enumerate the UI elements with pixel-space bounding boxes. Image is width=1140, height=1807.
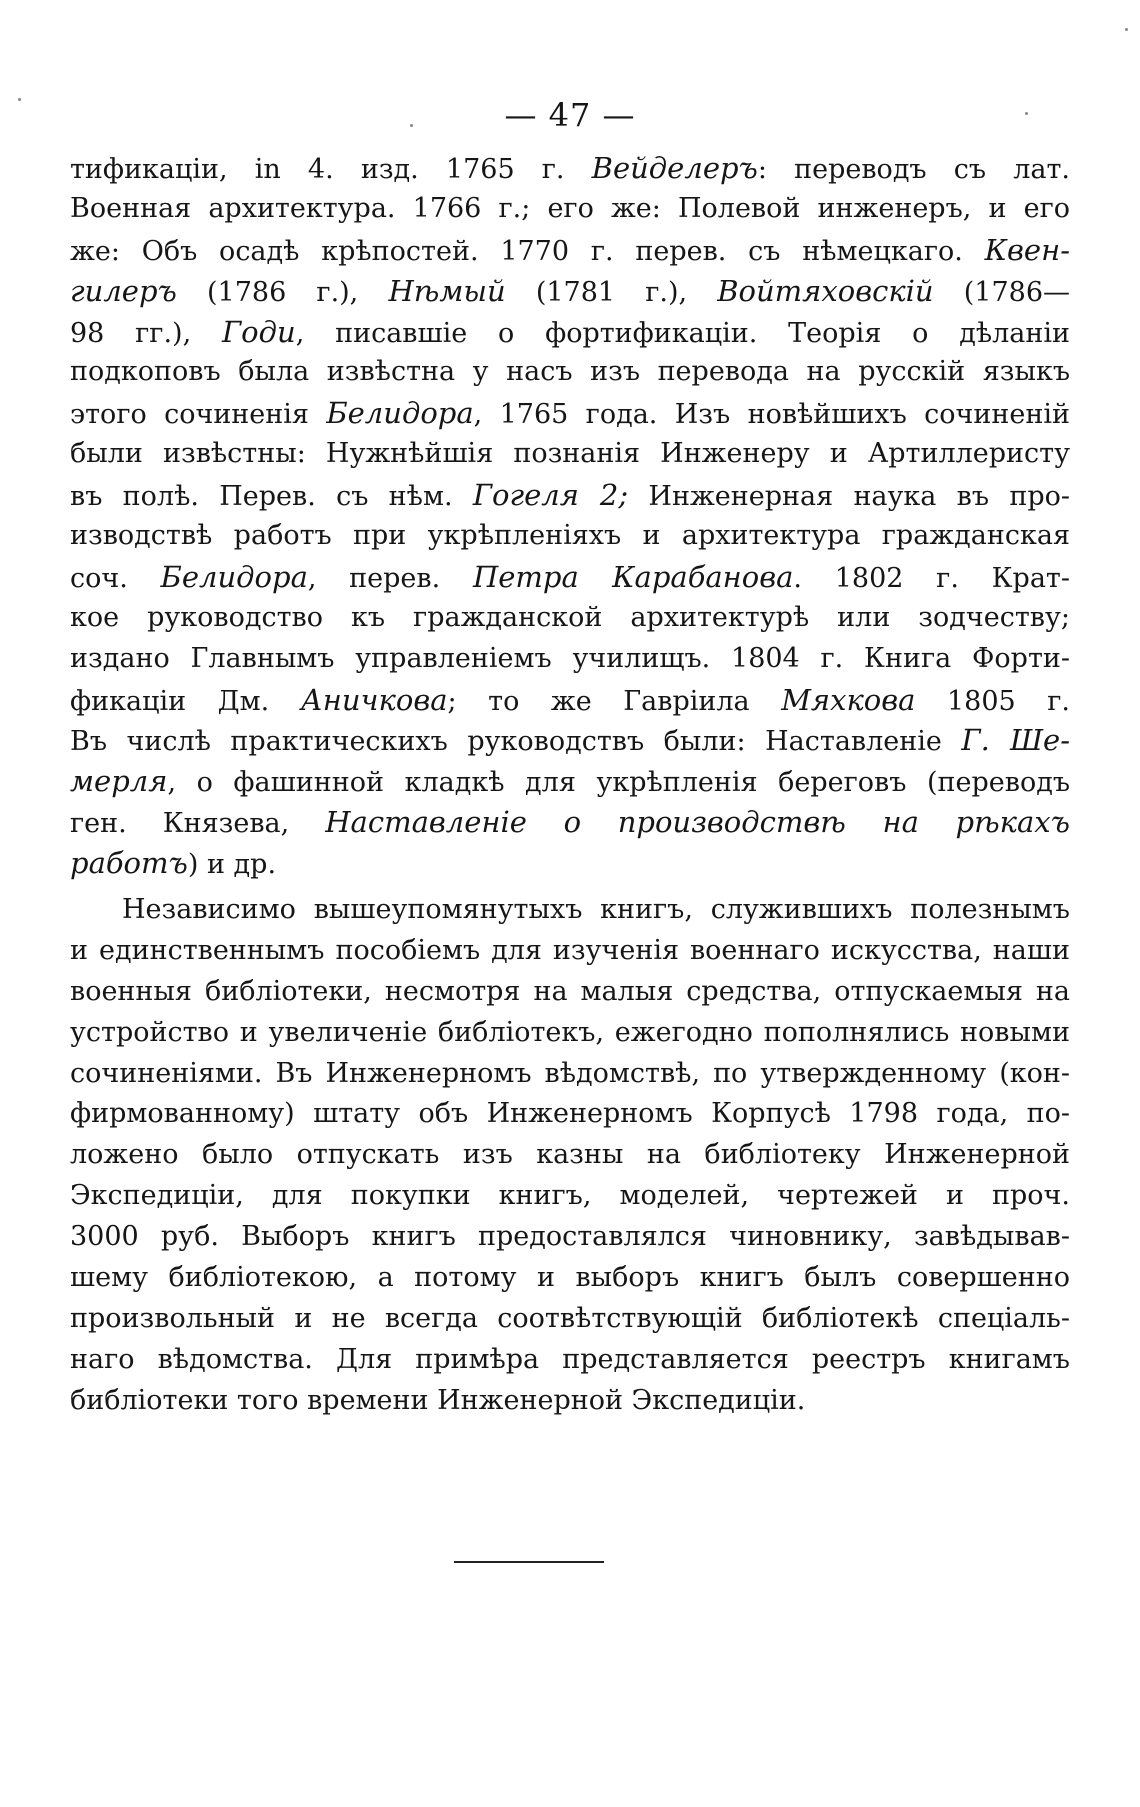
scan-speck <box>1025 112 1028 115</box>
italic-name-span: Аничкова <box>300 682 448 717</box>
paragraph-2 <box>70 890 1070 1422</box>
italic-name-span: Годи <box>221 314 296 349</box>
text-span: Военная архитектура. 1766 г.; его же: Полевой инженеръ, и его <box>70 192 1070 224</box>
text-span: : переводъ съ лат. <box>757 154 1070 185</box>
italic-name-span: Гогеля 2; <box>472 478 629 513</box>
text-line <box>70 271 1070 312</box>
text-span: , о фашинной кладкѣ для укрѣпленія береговъ (переводъ <box>167 767 1070 799</box>
text-line <box>70 557 1070 598</box>
scan-speck <box>18 98 21 101</box>
text-line <box>70 1013 1070 1054</box>
text-span: были извѣстны: Нужнѣйшія познанія Инженеру и Артиллеристу <box>70 438 1070 470</box>
text-line <box>70 393 1070 434</box>
text-span: соч. <box>70 562 161 594</box>
text-span: шему библіотекою, а потому и выборъ книгъ былъ совершенно <box>70 1262 1070 1294</box>
text-span: ; то же Гавріила <box>447 685 782 717</box>
text-span: библіотеки того времени Инженерной Экспедиціи. <box>70 1384 806 1416</box>
text-line <box>70 890 1070 931</box>
text-span: въ полѣ. Перев. съ нѣм. <box>70 481 473 513</box>
text-span: , перев. <box>307 562 473 594</box>
text-line <box>70 434 1070 475</box>
text-line <box>70 802 1070 843</box>
text-span: и единственнымъ пособіемъ для изученія военнаго искусства, наши <box>70 934 1070 966</box>
text-line <box>70 761 1070 802</box>
text-span: . 1802 г. Крат- <box>793 562 1070 594</box>
text-span: тификаціи, in 4. изд. 1765 г. <box>70 154 592 185</box>
italic-name-span: Г. Ше- <box>961 723 1070 758</box>
text-line <box>70 1299 1070 1340</box>
italic-name-span: Мяхкова <box>781 682 916 717</box>
text-span: сочиненіями. Въ Инженерномъ вѣдомствѣ, по утвержденному (кон- <box>70 1057 1070 1089</box>
text-span: 1805 г. <box>915 685 1070 717</box>
text-line <box>70 1340 1070 1381</box>
text-line <box>70 1217 1070 1258</box>
italic-name-span: гилеръ <box>70 273 177 308</box>
italic-name-span: Квен- <box>984 232 1070 267</box>
text-span: ложено было отпускать изъ казны на библіотеку Инженерной <box>70 1139 1070 1171</box>
scan-speck <box>410 124 413 127</box>
text-line <box>70 680 1070 721</box>
italic-name-span: Вейделеръ <box>591 151 758 185</box>
text-line <box>70 720 1070 761</box>
text-line <box>70 516 1070 557</box>
text-span: же: Объ осадѣ крѣпостей. 1770 г. перев. съ нѣмецкаго. <box>70 235 985 267</box>
text-span: издано Главнымъ управленіемъ училищъ. 1804 г. Книга Форти- <box>70 642 1070 674</box>
text-span: фирмованному) штату объ Инженерномъ Корпусѣ 1798 года, по- <box>70 1098 1070 1130</box>
text-line <box>70 639 1070 680</box>
text-span: (1781 г.), <box>505 276 718 308</box>
text-line <box>70 1135 1070 1176</box>
text-span: военныя библіотеки, несмотря на малыя средства, отпускаемыя на <box>70 975 1070 1007</box>
italic-name-span: мерля <box>70 764 168 799</box>
text-span: фикаціи Дм. <box>70 685 301 717</box>
italic-name-span: Петра Карабанова <box>472 559 794 594</box>
text-span: , 1765 года. Изъ новѣйшихъ сочиненій <box>473 399 1070 431</box>
italic-name-span: Нѣмый <box>388 273 506 308</box>
text-line <box>70 843 1070 884</box>
text-line <box>70 475 1070 516</box>
text-line <box>70 1258 1070 1299</box>
italic-name-span: Наставленіе о производствѣ на рѣкахъ <box>325 805 1070 840</box>
text-span: произвольный и не всегда соотвѣтствующій библіотекѣ спеціаль- <box>70 1302 1070 1334</box>
text-line <box>70 1094 1070 1135</box>
italic-name-span: Белидора <box>160 559 308 594</box>
text-line <box>70 148 1070 189</box>
text-span: изводствѣ работъ при укрѣпленіяхъ и архитектура гражданская <box>70 520 1070 552</box>
text-span: Экспедиціи, для покупки книгъ, моделей, чертежей и проч. <box>70 1180 1070 1212</box>
text-line <box>70 1176 1070 1217</box>
text-span: ген. Князева, <box>70 808 326 840</box>
text-span: подкоповъ была извѣстна у насъ изъ перевода на русскій языкъ <box>70 356 1070 388</box>
text-line <box>70 352 1070 393</box>
text-line <box>70 1381 1070 1422</box>
text-span: (1786— <box>933 276 1070 308</box>
italic-name-span: работъ <box>70 846 188 881</box>
text-span: 98 гг.), <box>70 317 222 349</box>
text-line <box>70 1054 1070 1095</box>
paragraph-1 <box>70 148 1070 884</box>
text-span: Инженерная наука въ про- <box>628 481 1071 513</box>
text-line <box>70 972 1070 1013</box>
text-span: этого сочиненія <box>70 399 327 431</box>
text-span: , писавшіе о фортификаціи. Теорія о дѣланіи <box>295 317 1070 349</box>
text-line <box>70 931 1070 972</box>
text-span: Въ числѣ практическихъ руководствъ были: Наставленіе <box>70 726 962 758</box>
text-span: 3000 руб. Выборъ книгъ предоставлялся чиновнику, завѣдывав- <box>70 1221 1070 1253</box>
text-line <box>70 598 1070 639</box>
text-span: кое руководство къ гражданской архитектурѣ или зодчеству; <box>70 601 1070 633</box>
text-span: ) и др. <box>187 849 277 881</box>
text-line <box>70 189 1070 230</box>
text-line <box>70 230 1070 271</box>
italic-name-span: Белидора <box>326 396 474 431</box>
end-rule-divider <box>454 1561 604 1563</box>
scan-speck <box>1125 28 1128 31</box>
text-span: устройство и увеличеніе библіотекъ, ежегодно пополнялись новыми <box>70 1016 1070 1048</box>
text-span: Независимо вышеупомянутыхъ книгъ, служившихъ полезнымъ <box>122 894 1070 925</box>
text-span: наго вѣдомства. Для примѣра представляется реестръ книгамъ <box>70 1343 1070 1375</box>
italic-name-span: Войтяховскій <box>717 273 934 308</box>
page-number: — 47 — <box>504 96 636 134</box>
text-span: (1786 г.), <box>176 276 389 308</box>
text-line <box>70 312 1070 353</box>
